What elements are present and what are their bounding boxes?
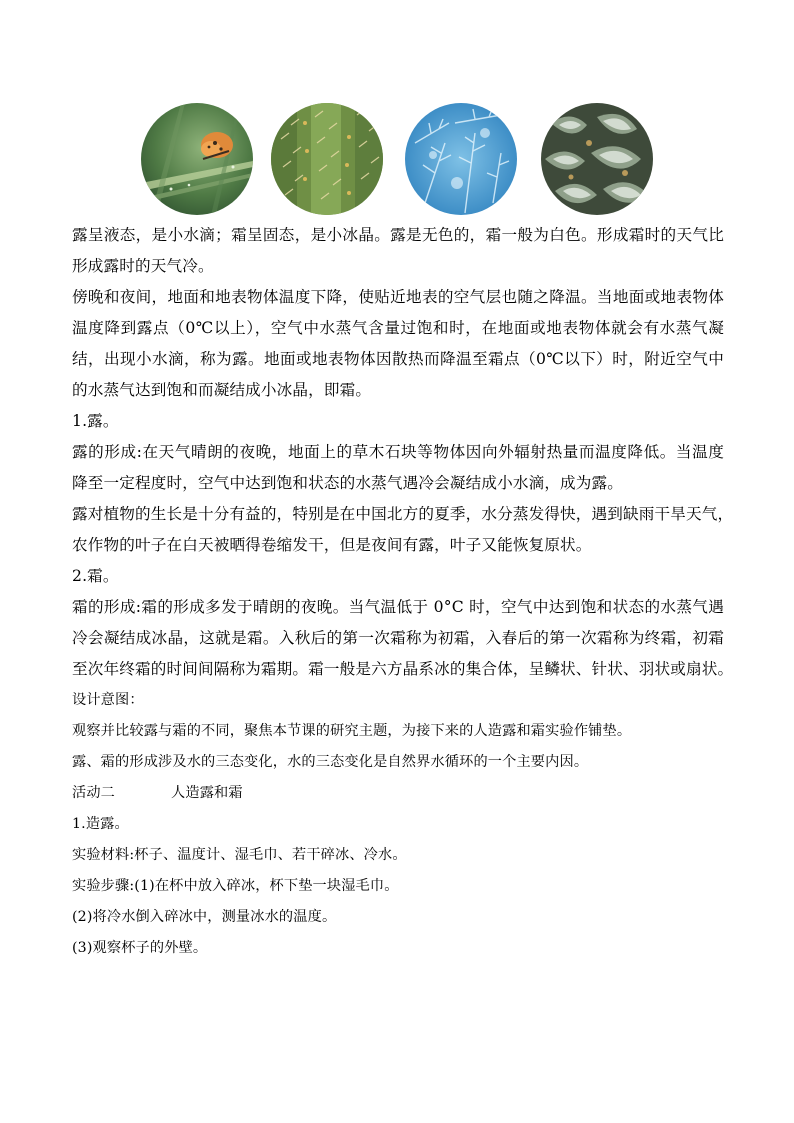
experiment-materials: 实验材料:杯子、温度计、湿毛巾、若干碎冰、冷水。 bbox=[72, 847, 407, 863]
section-heading-frost: 2.霜。 bbox=[72, 567, 119, 585]
frosted-leaves-photo bbox=[541, 103, 653, 215]
butterfly-on-grass-dew-photo bbox=[141, 103, 253, 215]
paragraph-line: 温度降到露点（0℃以上），空气中水蒸气含量过饱和时，在地面或地表物体就会有水蒸气凝 bbox=[72, 319, 724, 337]
paragraph-line: 结，出现小水滴，称为露。地面或地表物体因散热而降温至霜点（0℃以下）时，附近空气中 bbox=[72, 350, 724, 368]
window-frost-crystals-photo bbox=[405, 103, 517, 215]
design-intent-line: 观察并比较露与霜的不同，聚焦本节课的研究主题，为接下来的人造露和霜实验作铺垫。 bbox=[72, 723, 632, 739]
paragraph-line: 露对植物的生长是十分有益的，特别是在中国北方的夏季，水分蒸发得快，遇到缺雨干旱天气， bbox=[72, 505, 734, 523]
experiment-step: (2)将冷水倒入碎冰中，测量冰水的温度。 bbox=[72, 909, 337, 925]
section-heading-make-dew: 1.造露。 bbox=[72, 816, 129, 832]
activity-title: 人造露和霜 bbox=[171, 785, 243, 801]
photo-row bbox=[0, 103, 794, 223]
experiment-step: 实验步骤:(1)在杯中放入碎冰，杯下垫一块湿毛巾。 bbox=[72, 878, 399, 894]
paragraph-line: 农作物的叶子在白天被晒得卷缩发干，但是夜间有露，叶子又能恢复原状。 bbox=[72, 536, 592, 554]
paragraph-line: 的水蒸气达到饱和而凝结成小冰晶，即霜。 bbox=[72, 381, 372, 399]
design-intent-line: 露、霜的形成涉及水的三态变化，水的三态变化是自然界水循环的一个主要内因。 bbox=[72, 754, 589, 770]
paragraph-line: 霜的形成:霜的形成多发于晴朗的夜晚。当气温低于 0°C 时，空气中达到饱和状态的水蒸气遇 bbox=[72, 598, 724, 616]
design-intent-heading: 设计意图： bbox=[72, 692, 144, 708]
activity-heading bbox=[72, 778, 724, 809]
paragraph-line: 降至一定程度时，空气中达到饱和状态的水蒸气遇冷会凝结成小水滴，成为露。 bbox=[72, 474, 624, 492]
paragraph-line: 傍晚和夜间，地面和地表物体温度下降，使贴近地表的空气层也随之降温。当地面或地表物体 bbox=[72, 288, 724, 306]
green-plant-frost-spikes-photo bbox=[271, 103, 383, 215]
activity-label: 活动二 bbox=[72, 785, 116, 801]
document-body bbox=[72, 220, 734, 964]
experiment-step: (3)观察杯子的外壁。 bbox=[72, 940, 208, 956]
paragraph-line: 露呈液态，是小水滴；霜呈固态，是小冰晶。露是无色的，霜一般为白色。形成霜时的天气比 bbox=[72, 226, 724, 244]
paragraph-line: 冷会凝结成冰晶，这就是霜。入秋后的第一次霜称为初霜，入春后的第一次霜称为终霜，初霜 bbox=[72, 629, 724, 647]
section-heading-dew: 1.露。 bbox=[72, 412, 119, 430]
paragraph-line: 形成露时的天气冷。 bbox=[72, 257, 214, 275]
paragraph-line: 露的形成:在天气晴朗的夜晚，地面上的草木石块等物体因向外辐射热量而温度降低。当温度 bbox=[72, 443, 724, 461]
paragraph-line: 至次年终霜的时间间隔称为霜期。霜一般是六方晶系冰的集合体，呈鳞状、针状、羽状或扇状。 bbox=[72, 660, 734, 678]
